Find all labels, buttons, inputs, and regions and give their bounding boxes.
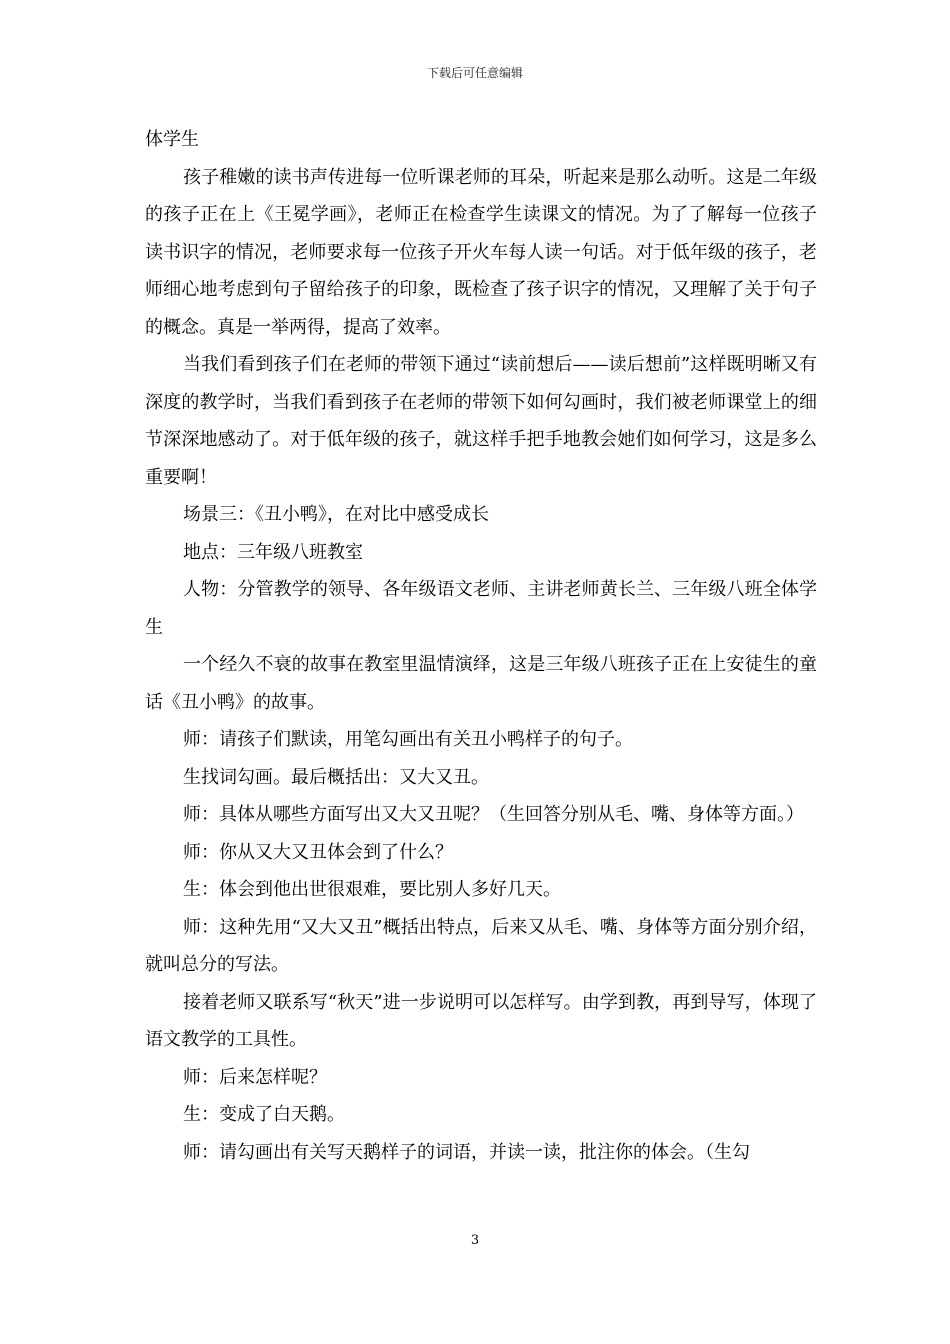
page-number: 3 bbox=[470, 1233, 480, 1248]
paragraph: 师：请勾画出有关写天鹅样子的词语，并读一读，批注你的体会。（生勾 bbox=[183, 1141, 750, 1163]
document-body bbox=[145, 121, 817, 1171]
paragraph: 场景三：《丑小鸭》，在对比中感受成长 bbox=[183, 504, 489, 525]
paragraph: 接着老师又联系写“秋天”进一步说明可以怎样写。由学到教，再到导写，体现了语文教学的工具性。 bbox=[145, 991, 817, 1050]
paragraph: 体学生 bbox=[145, 129, 199, 150]
paragraph: 当我们看到孩子们在老师的带领下通过“读前想后——读后想前”这样既明晰又有深度的教学时，当我们看到孩子在老师的带领下如何勾画时，我们被老师课堂上的细节深深地感动了。对于低年级的孩子，就这样手把手地教会她们如何学习，这是多么重要啊！ bbox=[145, 354, 817, 488]
paragraph: 一个经久不衰的故事在教室里温情演绎，这是三年级八班孩子正在上安徒生的童话《丑小鸭》的故事。 bbox=[145, 654, 817, 713]
paragraph: 生：变成了白天鹅。 bbox=[183, 1104, 345, 1125]
paragraph: 人物：分管教学的领导、各年级语文老师、主讲老师黄长兰、三年级八班全体学生 bbox=[145, 579, 817, 638]
paragraph: 孩子稚嫩的读书声传进每一位听课老师的耳朵，听起来是那么动听。这是二年级的孩子正在上《王冕学画》，老师正在检查学生读课文的情况。为了了解每一位孩子读书识字的情况，老师要求每一位孩子开火车每人读一句话。对于低年级的孩子，老师细心地考虑到句子留给孩子的印象，既检查了孩子识字的情况，又理解了关于句子的概念。真是一举两得，提高了效率。 bbox=[145, 166, 817, 338]
paragraph: 师：这种先用“又大又丑”概括出特点，后来又从毛、嘴、身体等方面分别介绍，就叫总分的写法。 bbox=[145, 916, 817, 975]
paragraph: 生：体会到他出世很艰难，要比别人多好几天。 bbox=[183, 879, 561, 900]
paragraph: 生找词勾画。最后概括出：又大又丑。 bbox=[183, 766, 489, 788]
paragraph: 师：具体从哪些方面写出又大又丑呢？（生回答分别从毛、嘴、身体等方面。） bbox=[183, 804, 804, 825]
paragraph: 师：请孩子们默读，用笔勾画出有关丑小鸭样子的句子。 bbox=[183, 729, 633, 750]
page-header: 下载后可任意编辑 bbox=[426, 66, 523, 80]
paragraph: 师：你从又大又丑体会到了什么？ bbox=[183, 841, 453, 863]
paragraph: 地点：三年级八班教室 bbox=[183, 541, 363, 563]
paragraph: 师：后来怎样呢？ bbox=[183, 1066, 327, 1088]
